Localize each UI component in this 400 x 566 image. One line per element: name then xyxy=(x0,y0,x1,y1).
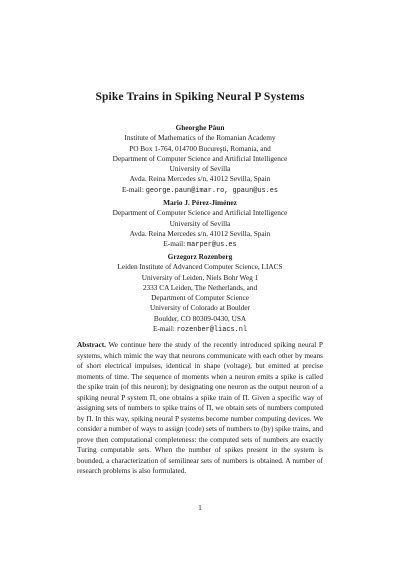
email-line xyxy=(0,239,400,250)
affiliation-line: University of Colorado at Boulder xyxy=(149,303,251,313)
author-block-1 xyxy=(0,123,400,196)
author-block-2 xyxy=(0,198,400,250)
author-name: Grzegorz Rozenberg xyxy=(167,252,233,261)
paper-title: Spike Trains in Spiking Neural P Systems xyxy=(95,90,305,103)
affiliation-line: Department of Computer Science and Artificial Intelligence xyxy=(112,208,288,218)
abstract-text: We continue here the study of the recently introduced spiking neural P systems, which mimic the way that neurons communicate with each other by means of short electrical impulses, identical in shape (voltage), but emitted at precise moments of time. The sequence of moments when a neuron emits a spike is called the spike train (of this neuron); by designating one neuron as the output neuron of a spiking neural P system Π, one obtains a spike train of Π. Given a specific way of assigning sets of numbers to spike trains of Π, we obtain sets of numbers computed by Π. In this way, spiking neural P systems become number computing devices. We consider a number of ways to assign (code) sets of numbers to (by) spike trains, and prove then computational completeness: the computed sets of numbers are exactly Turing computable sets. When the number of spikes present in the system is bounded, a characterization of semilinear sets of numbers is obtained. A number of research problems is also formulated. xyxy=(77,340,323,475)
affiliation-line: Avda. Reina Mercedes s/n, 41012 Sevilla, Spain xyxy=(129,228,271,238)
email-label: E-mail: xyxy=(152,324,177,334)
email-label: E-mail: xyxy=(163,239,188,249)
author-name: Mario J. Pérez-Jiménez xyxy=(163,198,237,207)
abstract xyxy=(77,340,323,477)
email-line xyxy=(0,185,400,196)
affiliation-line: Institute of Mathematics of the Romanian Academy xyxy=(124,133,276,143)
affiliation-line: Department of Computer Science and Artificial Intelligence xyxy=(112,153,288,163)
abstract-label: Abstract. xyxy=(77,340,106,349)
affiliation-line: Avda. Reina Mercedes s/n, 41012 Sevilla, Spain xyxy=(129,174,271,184)
affiliation-line: Boulder, CO 80309-0430, USA xyxy=(153,313,247,323)
email-address[interactable]: rozenber@liacs.nl xyxy=(176,326,247,335)
author-name: Gheorghe Păun xyxy=(175,123,225,132)
email-address[interactable]: marper@us.es xyxy=(187,241,237,250)
affiliation-line: 2333 CA Leiden, The Netherlands, and xyxy=(142,282,258,292)
email-label: E-mail: xyxy=(121,184,146,194)
affiliation-line: Department of Computer Science xyxy=(151,293,249,303)
email-address[interactable]: george.paun@imar.ro, gpaun@us.es xyxy=(145,186,279,195)
affiliation-line: PO Box 1-764, 014700 Bucureşti, Romania, and xyxy=(129,143,271,153)
author-block-3 xyxy=(0,252,400,335)
page-number: 1 xyxy=(198,503,202,512)
affiliation-line: Leiden Institute of Advanced Computer Science, LIACS xyxy=(117,262,283,272)
affiliation-line: University of Sevilla xyxy=(169,218,231,228)
affiliation-line: University of Leiden, Niels Bohr Weg 1 xyxy=(141,272,259,282)
affiliation-line: University of Sevilla xyxy=(169,164,231,174)
email-line xyxy=(0,324,400,335)
